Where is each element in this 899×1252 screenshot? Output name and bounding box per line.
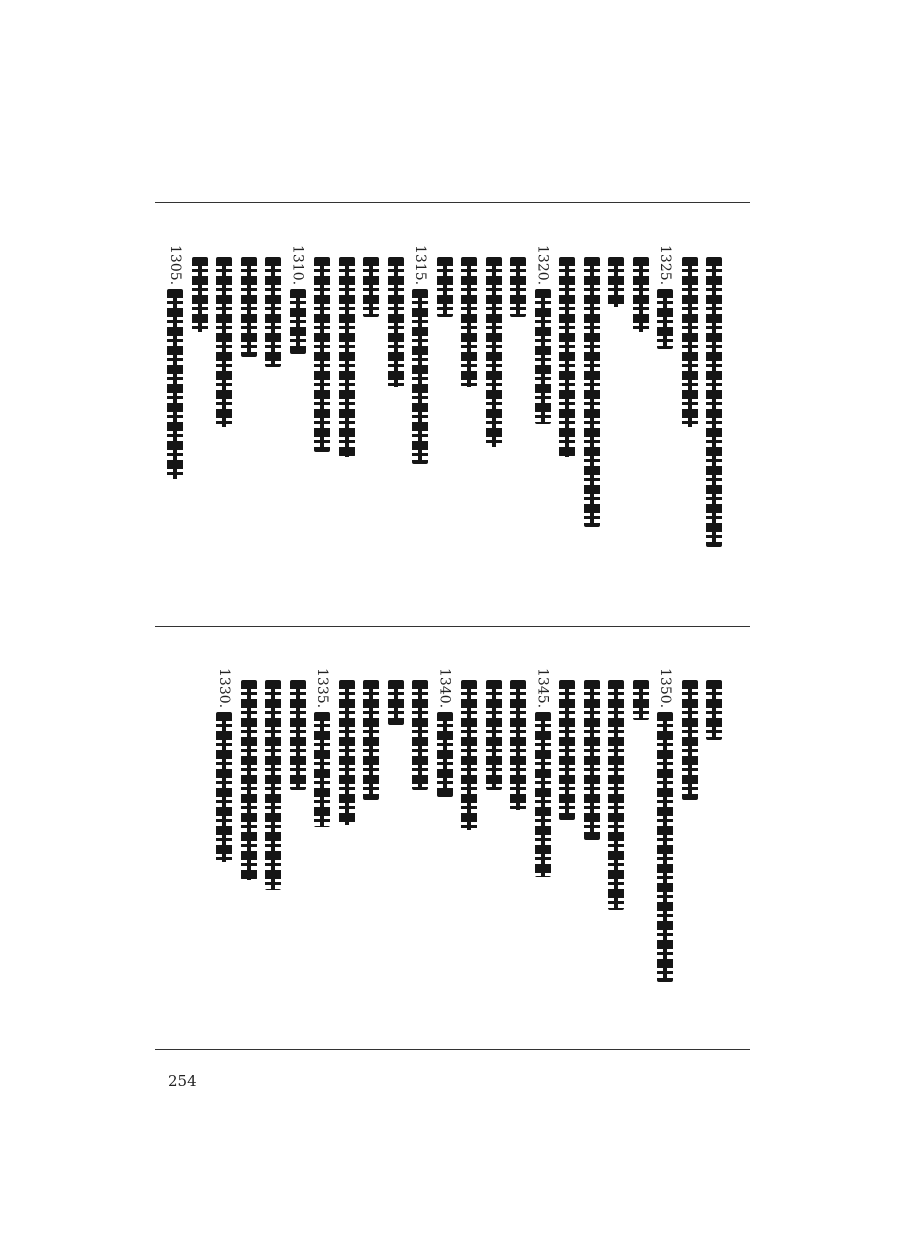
verse-line <box>360 668 382 1038</box>
mongolian-script-line <box>216 712 232 862</box>
verse-line <box>213 245 235 615</box>
top-rule <box>155 202 750 203</box>
mongolian-script-line <box>706 680 722 740</box>
verse-line <box>262 245 284 615</box>
mongolian-script-line <box>657 289 673 349</box>
mongolian-script-line <box>608 257 624 307</box>
mongolian-script-line <box>412 289 428 464</box>
mongolian-script-line <box>706 257 722 547</box>
mongolian-script-line <box>363 257 379 317</box>
mongolian-script-line <box>682 680 698 800</box>
mongolian-script-line <box>241 680 257 880</box>
verse-line <box>630 245 652 615</box>
verse-line <box>336 668 358 1038</box>
mongolian-script-line <box>216 257 232 427</box>
verse-line <box>434 668 456 1038</box>
verse-line <box>679 668 701 1038</box>
verse-line <box>385 668 407 1038</box>
verse-line <box>483 245 505 615</box>
verse-number: 1325. <box>657 245 673 286</box>
bottom-rule <box>155 1049 750 1050</box>
mongolian-script-line <box>559 680 575 820</box>
verse-line <box>409 245 431 615</box>
verse-line <box>581 245 603 615</box>
mongolian-script-line <box>167 289 183 479</box>
mongolian-script-line <box>461 257 477 387</box>
verse-line <box>654 668 676 1038</box>
middle-rule <box>155 626 750 627</box>
verse-line <box>630 668 652 1038</box>
verse-line <box>262 668 284 1038</box>
verse-line <box>679 245 701 615</box>
mongolian-script-line <box>339 680 355 825</box>
mongolian-script-line <box>633 257 649 332</box>
verse-line <box>336 245 358 615</box>
verse-line <box>605 668 627 1038</box>
mongolian-script-line <box>412 680 428 790</box>
mongolian-script-line <box>437 257 453 317</box>
mongolian-script-line <box>461 680 477 830</box>
verse-line <box>458 668 480 1038</box>
verse-number: 1310. <box>289 245 306 286</box>
mongolian-script-line <box>265 680 281 890</box>
mongolian-script-line <box>314 712 330 827</box>
mongolian-script-line <box>633 680 649 720</box>
mongolian-script-line <box>486 680 502 790</box>
mongolian-script-line <box>657 712 673 982</box>
verse-number: 1330. <box>216 668 232 709</box>
verse-line <box>189 245 211 615</box>
verse-line <box>581 668 603 1038</box>
verse-number: 1345. <box>534 668 551 709</box>
mongolian-script-line <box>339 257 355 457</box>
mongolian-script-line <box>510 680 526 810</box>
mongolian-script-line <box>510 257 526 317</box>
verse-line <box>654 245 676 615</box>
verse-line <box>507 245 529 615</box>
verse-block-bottom <box>155 668 750 1038</box>
mongolian-script-line <box>559 257 575 457</box>
verse-line <box>507 668 529 1038</box>
verse-number: 1315. <box>412 245 428 286</box>
verse-block-top <box>155 245 750 615</box>
verse-line <box>311 668 333 1038</box>
mongolian-script-line <box>363 680 379 800</box>
verse-line <box>287 245 309 615</box>
verse-line <box>238 668 260 1038</box>
mongolian-script-line <box>265 257 281 367</box>
mongolian-script-line <box>535 712 551 877</box>
verse-line <box>164 245 186 615</box>
verse-line <box>213 668 235 1038</box>
mongolian-script-line <box>682 257 698 427</box>
mongolian-script-line <box>584 257 600 527</box>
verse-line <box>605 245 627 615</box>
verse-line <box>556 668 578 1038</box>
verse-line <box>458 245 480 615</box>
verse-number: 1335. <box>314 668 330 709</box>
mongolian-script-line <box>290 680 306 790</box>
verse-number: 1350. <box>657 668 673 709</box>
mongolian-script-line <box>388 680 404 725</box>
verse-line <box>556 245 578 615</box>
mongolian-script-line <box>486 257 502 447</box>
verse-line <box>287 668 309 1038</box>
mongolian-script-line <box>608 680 624 910</box>
verse-line <box>532 668 554 1038</box>
mongolian-script-line <box>584 680 600 840</box>
verse-line <box>385 245 407 615</box>
verse-line <box>532 245 554 615</box>
mongolian-script-line <box>437 712 453 797</box>
verse-line <box>311 245 333 615</box>
verse-number: 1320. <box>534 245 551 286</box>
mongolian-script-line <box>535 289 551 424</box>
verse-line <box>703 245 725 615</box>
page-number: 254 <box>168 1072 197 1090</box>
verse-number: 1305. <box>167 245 183 286</box>
mongolian-script-line <box>241 257 257 357</box>
verse-line <box>434 245 456 615</box>
verse-number: 1340. <box>436 668 453 709</box>
mongolian-script-line <box>290 289 306 354</box>
verse-line <box>703 668 725 1038</box>
verse-line <box>409 668 431 1038</box>
mongolian-script-line <box>388 257 404 387</box>
verse-line <box>238 245 260 615</box>
mongolian-script-line <box>314 257 330 452</box>
verse-line <box>360 245 382 615</box>
verse-line <box>483 668 505 1038</box>
mongolian-script-line <box>192 257 208 332</box>
